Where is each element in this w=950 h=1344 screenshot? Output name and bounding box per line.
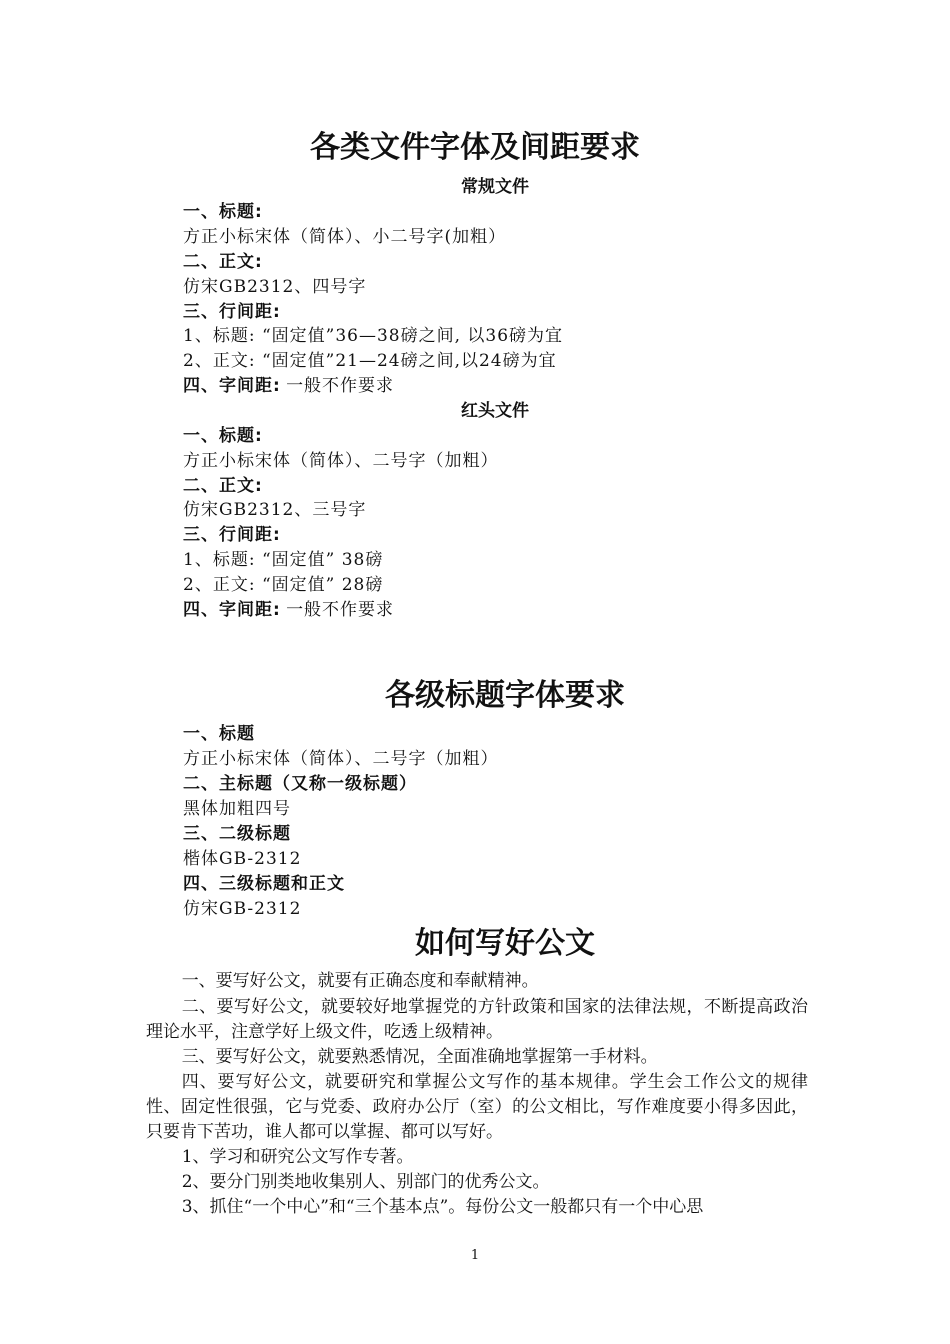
redhead-heading-4: 四、字间距: — [183, 600, 281, 620]
regular-text-3a: 1、标题: “固定值”36—38磅之间, 以36磅为宜 — [183, 326, 564, 346]
section2-title: 各级标题字体要求 — [385, 678, 625, 713]
paragraph-7: 3、抓住“一个中心”和“三个基本点”。每份公文一般都只有一个中心思 — [181, 1197, 704, 1217]
redhead-heading-1: 一、标题: — [183, 426, 263, 446]
redhead-text-3a: 1、标题: “固定值” 38磅 — [183, 550, 384, 570]
level-text-3: 楷体GB-2312 — [183, 849, 302, 869]
regular-heading-3: 三、行间距: — [183, 302, 281, 322]
regular-heading-4: 四、字间距: — [183, 376, 281, 396]
level-heading-4: 四、三级标题和正文 — [183, 874, 345, 894]
level-heading-1: 一、标题 — [183, 724, 255, 744]
regular-text-1: 方正小标宋体（简体）、小二号字(加粗） — [183, 227, 507, 247]
redhead-text-1: 方正小标宋体（简体）、二号字（加粗） — [183, 451, 499, 471]
redhead-row-4 — [183, 598, 394, 622]
level-text-4: 仿宋GB-2312 — [183, 899, 302, 919]
regular-text-2: 仿宋GB2312、四号字 — [183, 277, 367, 297]
redhead-heading-2: 二、正文: — [183, 476, 263, 496]
section1-title: 各类文件字体及间距要求 — [310, 130, 640, 165]
paragraph-5: 1、学习和研究公文写作专著。 — [181, 1147, 414, 1167]
paragraph-2: 二、要写好公文，就要较好地掌握党的方针政策和国家的法律法规，不断提高政治理论水平，注意学好上级文件，吃透上级精神。 — [146, 997, 808, 1042]
paragraph-4: 四、要写好公文，就要研究和掌握公文写作的基本规律。学生会工作公文的规律性、固定性很强，它与党委、政府办公厅（室）的公文相比，写作难度要小得多因此，只要肯下苦功，谁人都可以掌握、都可以写好。 — [146, 1072, 808, 1142]
redhead-subtitle: 红头文件 — [461, 401, 529, 421]
paragraph-3: 三、要写好公文，就要熟悉情况，全面准确地掌握第一手材料。 — [181, 1047, 658, 1067]
paragraph-1: 一、要写好公文，就要有正确态度和奉献精神。 — [181, 971, 539, 991]
redhead-text-4: 一般不作要求 — [286, 600, 395, 620]
paragraph-6: 2、要分门别类地收集别人、别部门的优秀公文。 — [181, 1172, 550, 1192]
regular-text-3b: 2、正文: “固定值”21—24磅之间,以24磅为宜 — [183, 351, 557, 371]
redhead-heading-3: 三、行间距: — [183, 525, 281, 545]
level-text-1: 方正小标宋体（简体）、二号字（加粗） — [183, 749, 499, 769]
regular-row-4 — [183, 374, 394, 398]
level-heading-2: 二、主标题（又称一级标题） — [183, 774, 417, 794]
regular-text-4: 一般不作要求 — [286, 376, 395, 396]
level-text-2: 黑体加粗四号 — [183, 799, 291, 819]
level-heading-3: 三、二级标题 — [183, 824, 291, 844]
redhead-text-2: 仿宋GB2312、三号字 — [183, 500, 367, 520]
regular-subtitle: 常规文件 — [461, 177, 529, 197]
regular-heading-2: 二、正文: — [183, 252, 263, 272]
page-number: 1 — [470, 1248, 480, 1263]
regular-heading-1: 一、标题: — [183, 202, 263, 222]
section3-title: 如何写好公文 — [415, 926, 595, 961]
redhead-text-3b: 2、正文: “固定值” 28磅 — [183, 575, 384, 595]
